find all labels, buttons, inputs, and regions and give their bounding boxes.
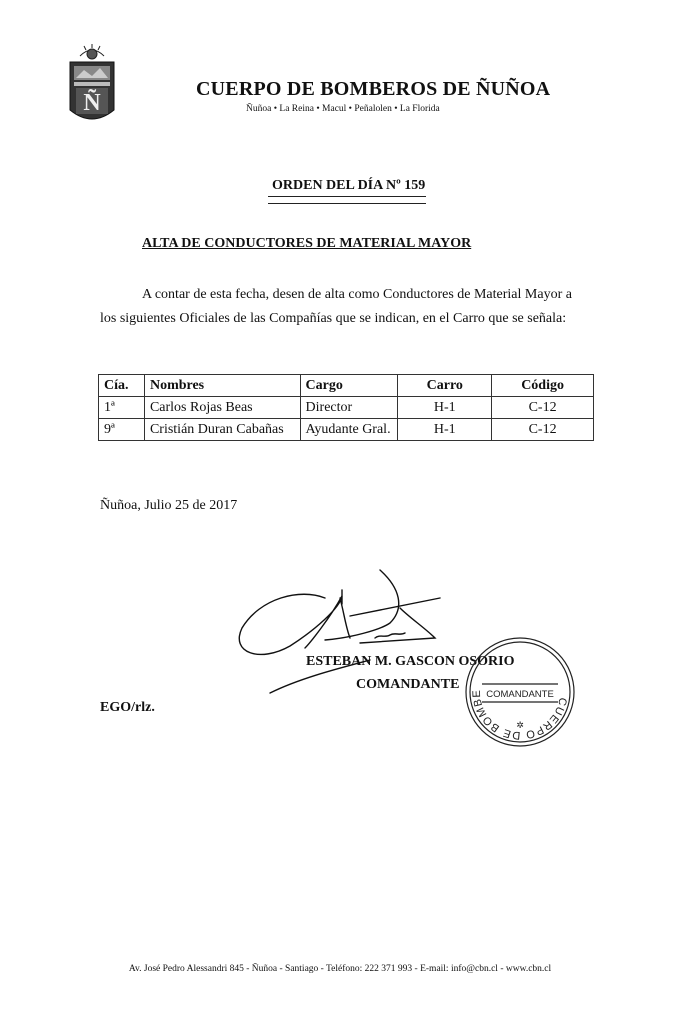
svg-text:COMANDANTE: COMANDANTE [486,689,554,700]
cell-nombres: Carlos Rojas Beas [144,397,300,419]
cell-carro: H-1 [398,397,492,419]
header-carro: Carro [398,375,492,397]
table-row [99,397,594,419]
table-row [99,419,594,441]
header-cia: Cía. [99,375,145,397]
body-paragraph: A contar de esta fecha, desen de alta como Conductores de Material Mayor a los siguientes Oficiales de las Compañías que se indican, en el Carro que se señala: [100,287,572,326]
header-codigo: Código [492,375,594,397]
svg-text:Ñ: Ñ [83,90,101,116]
drivers-table [98,374,594,441]
cell-codigo: C-12 [492,419,594,441]
footer-address: Av. José Pedro Alessandri 845 - Ñuñoa - Santiago - Teléfono: 222 371 993 - E-mail: info@cbn.cl - www.cbn.cl [128,964,552,974]
cell-cargo: Director [300,397,398,419]
cell-cia: 1ª [99,397,145,419]
cell-cia: 9ª [99,419,145,441]
order-title-double-underline [268,196,426,204]
place-and-date: Ñuñoa, Julio 25 de 2017 [100,498,238,513]
organization-communes: Ñuñoa • La Reina • Macul • Peñalolen • La Florida [246,104,440,114]
table-header-row [99,375,594,397]
fire-department-crest-logo [66,44,118,130]
svg-text:✲: ✲ [516,721,524,731]
header-nombres: Nombres [144,375,300,397]
cell-nombres: Cristián Duran Cabañas [144,419,300,441]
header-cargo: Cargo [300,375,398,397]
organization-name: CUERPO DE BOMBEROS DE ÑUÑOA [196,78,551,100]
cell-cargo: Ayudante Gral. [300,419,398,441]
cell-codigo: C-12 [492,397,594,419]
official-seal-stamp [464,636,576,748]
signer-name: ESTEBAN M. GASCON OSORIO [306,654,515,669]
cell-carro: H-1 [398,419,492,441]
reference-initials: EGO/rlz. [100,700,155,715]
svg-text:CUERPO DE BOMBEROS DE ÑUÑOA: CUERPO DE BOMBE [470,689,569,742]
section-title: ALTA DE CONDUCTORES DE MATERIAL MAYOR [142,236,472,251]
order-title: ORDEN DEL DÍA Nº 159 [272,178,426,193]
signer-role: COMANDANTE [356,677,460,692]
